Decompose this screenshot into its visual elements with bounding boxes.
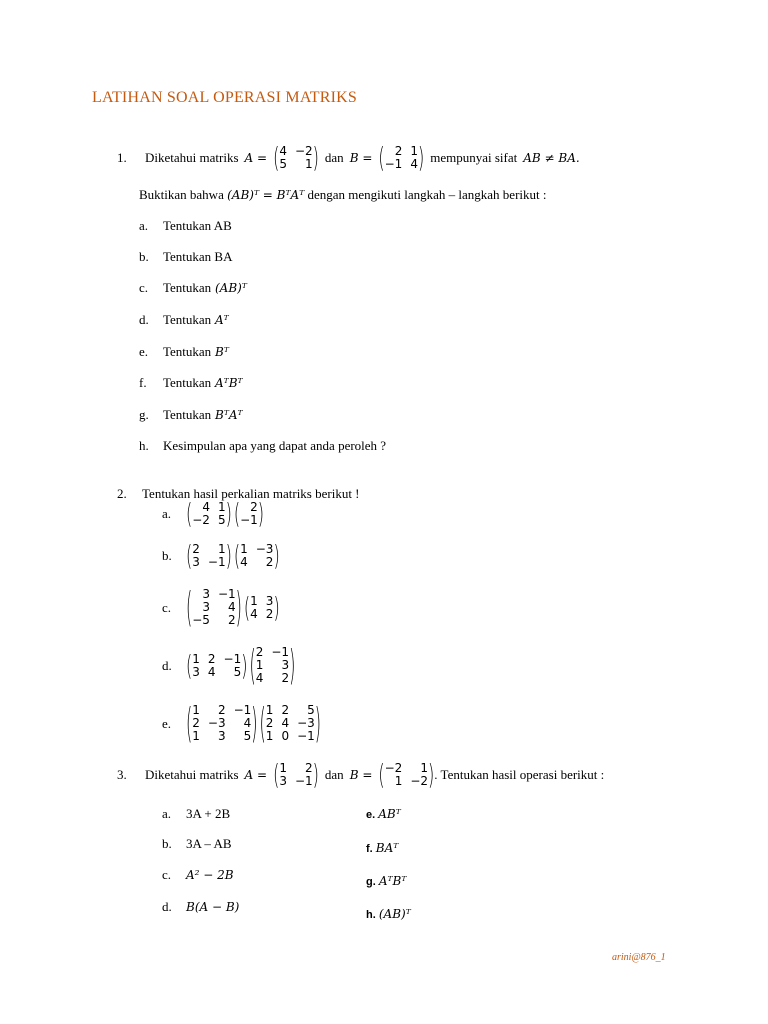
q3-item-right bbox=[366, 840, 398, 856]
matrix-entry: 1 bbox=[394, 774, 403, 788]
right-paren: ) bbox=[428, 757, 435, 791]
matrix-entries bbox=[192, 704, 251, 743]
left-paren: ( bbox=[273, 140, 280, 174]
matrix-entries bbox=[192, 501, 225, 527]
item-text: 3A + 2B bbox=[186, 806, 231, 821]
item-math: Aᵀ bbox=[211, 313, 229, 327]
matrix-entry: 1 bbox=[192, 729, 200, 743]
matrix-entry: 1 bbox=[305, 157, 313, 171]
matrix-entry: 3 bbox=[202, 600, 210, 614]
item-letter: e. bbox=[139, 344, 149, 359]
left-paren: ( bbox=[378, 140, 385, 174]
matrix-entries bbox=[279, 145, 312, 171]
matrix-entries bbox=[240, 543, 273, 569]
matrix-entries bbox=[385, 762, 428, 788]
matrix-entry: −3 bbox=[207, 716, 226, 730]
left-paren: ( bbox=[186, 581, 193, 631]
item-text: Kesimpulan apa yang dapat anda peroleh ? bbox=[163, 438, 387, 453]
q2-item bbox=[162, 538, 280, 572]
matrix-entry: −3 bbox=[297, 716, 315, 730]
q3-item-right bbox=[366, 806, 401, 822]
item-letter: a. bbox=[139, 218, 149, 233]
matrix-entry: 4 bbox=[228, 600, 236, 614]
q2-item bbox=[162, 496, 265, 530]
matrix-entry: 2 bbox=[255, 645, 264, 659]
q1-a-label: A = bbox=[244, 151, 268, 165]
matrix-entry: 2 bbox=[250, 500, 258, 514]
matrix-entry: 2 bbox=[394, 144, 403, 158]
q1-intro: Diketahui matriks bbox=[145, 150, 239, 165]
matrix-entry: 0 bbox=[281, 729, 290, 743]
matrix-entries bbox=[279, 762, 312, 788]
q1-matrix-a bbox=[273, 140, 319, 174]
right-paren: ) bbox=[314, 697, 322, 747]
item-letter: h. bbox=[366, 909, 379, 921]
q3-tail: . Tentukan hasil operasi berikut : bbox=[434, 767, 605, 782]
item-text: Tentukan BA bbox=[163, 249, 233, 264]
left-paren: ( bbox=[186, 496, 193, 530]
matrix-entry: 1 bbox=[217, 542, 226, 556]
matrix-entries bbox=[385, 145, 418, 171]
item-letter: g. bbox=[366, 876, 379, 888]
matrix-entry: −5 bbox=[192, 613, 210, 627]
matrix-entry: 5 bbox=[307, 703, 315, 717]
matrix-entry: 1 bbox=[255, 658, 264, 672]
matrix-entry: 4 bbox=[202, 500, 210, 514]
right-paren: ) bbox=[251, 697, 258, 747]
item-letter: g. bbox=[139, 407, 149, 422]
matrix-entry: 2 bbox=[265, 716, 274, 730]
item-math: AᵀBᵀ bbox=[211, 376, 243, 390]
matrix-entry: −1 bbox=[294, 774, 313, 788]
matrix-entry: 2 bbox=[217, 703, 226, 717]
q2-item bbox=[162, 639, 296, 689]
matrix-entry: 1 bbox=[240, 542, 248, 556]
right-paren: ) bbox=[257, 496, 265, 530]
item-text: (AB)ᵀ bbox=[378, 907, 411, 921]
matrix-entry: −1 bbox=[223, 651, 242, 666]
item-text: BAᵀ bbox=[375, 841, 399, 855]
matrix-entry: −1 bbox=[240, 513, 258, 527]
item-math: BᵀAᵀ bbox=[211, 408, 243, 422]
matrix-entry: 5 bbox=[233, 664, 242, 679]
q1-matrix-b bbox=[378, 140, 425, 174]
matrix-entry: 3 bbox=[192, 664, 200, 679]
q3-item-left bbox=[162, 836, 232, 852]
matrix-entries bbox=[192, 653, 241, 679]
matrix-entry: 1 bbox=[192, 703, 200, 717]
q1-item bbox=[139, 249, 233, 265]
left-paren: ( bbox=[186, 538, 193, 572]
matrix-entry: 3 bbox=[217, 729, 226, 743]
q1-item bbox=[139, 407, 243, 423]
item-letter: h. bbox=[139, 438, 149, 453]
matrix-entry: 1 bbox=[420, 761, 429, 775]
matrix-entry: 3 bbox=[279, 774, 287, 788]
q1-tail: mempunyai sifat bbox=[430, 150, 518, 165]
item-letter: b. bbox=[162, 548, 172, 563]
item-letter: c. bbox=[162, 867, 172, 882]
q3-matrix-a bbox=[273, 757, 319, 791]
q1-property: AB ≠ BA. bbox=[523, 151, 580, 165]
matrix-entry: 4 bbox=[207, 664, 216, 679]
left-paren: ( bbox=[243, 590, 251, 624]
item-letter: f. bbox=[366, 843, 376, 855]
item-text: Tentukan bbox=[163, 312, 212, 327]
q1-number: 1. bbox=[117, 150, 127, 165]
q1-prove-pre: Buktikan bahwa bbox=[139, 187, 224, 202]
matrix-entry: 2 bbox=[192, 716, 200, 730]
matrix-entry: −1 bbox=[217, 587, 236, 601]
matrix-entry: 2 bbox=[265, 555, 274, 569]
left-paren: ( bbox=[186, 697, 193, 747]
item-letter: e. bbox=[162, 715, 172, 731]
q2-number: 2. bbox=[117, 486, 127, 501]
item-letter: b. bbox=[162, 836, 172, 851]
item-letter: a. bbox=[162, 506, 172, 521]
right-paren: ) bbox=[241, 648, 248, 682]
matrix-entries bbox=[256, 646, 289, 685]
right-paren: ) bbox=[417, 140, 425, 174]
left-paren: ( bbox=[249, 639, 256, 689]
item-math: (AB)ᵀ bbox=[211, 281, 247, 295]
q1-item bbox=[139, 438, 386, 454]
left-paren: ( bbox=[186, 648, 193, 682]
matrix-entry: 1 bbox=[192, 651, 200, 666]
matrix-left bbox=[186, 648, 248, 682]
left-paren: ( bbox=[259, 697, 266, 747]
item-text: AᵀBᵀ bbox=[378, 874, 407, 888]
matrix-entry: 5 bbox=[243, 729, 252, 743]
matrix-entry: 4 bbox=[243, 716, 252, 730]
item-math: Bᵀ bbox=[211, 345, 229, 359]
q3-number: 3. bbox=[117, 767, 127, 782]
item-letter: f. bbox=[139, 375, 147, 390]
right-paren: ) bbox=[273, 590, 280, 624]
matrix-right bbox=[233, 538, 280, 572]
matrix-entry: −1 bbox=[297, 729, 315, 743]
matrix-entry: 1 bbox=[217, 500, 226, 514]
footer-signature: arini@876_1 bbox=[612, 952, 666, 963]
q1-b-label: B = bbox=[349, 151, 373, 165]
q1-item bbox=[139, 344, 229, 360]
matrix-right bbox=[249, 639, 296, 689]
matrix-entry: 2 bbox=[281, 703, 290, 717]
item-text: ABᵀ bbox=[378, 807, 401, 821]
q1-item bbox=[139, 375, 243, 391]
matrix-entry: 4 bbox=[279, 144, 287, 158]
matrix-entries bbox=[266, 704, 315, 743]
q3-item-left bbox=[162, 867, 234, 883]
q1-prove-post: dengan mengikuti langkah – langkah berikut : bbox=[307, 187, 547, 202]
matrix-entry: 4 bbox=[281, 716, 290, 730]
matrix-entry: 4 bbox=[255, 671, 264, 685]
matrix-left bbox=[186, 496, 232, 530]
q3-a-label: A = bbox=[244, 768, 268, 782]
matrix-entry: 2 bbox=[305, 761, 313, 775]
matrix-entry: 2 bbox=[265, 606, 274, 621]
matrix-entry: 4 bbox=[250, 606, 258, 621]
matrix-entry: 3 bbox=[202, 587, 210, 601]
matrix-entry: 1 bbox=[410, 144, 418, 158]
item-text: Tentukan bbox=[163, 375, 212, 390]
matrix-entry: 2 bbox=[207, 651, 216, 666]
matrix-entry: −1 bbox=[384, 157, 403, 171]
matrix-entry: −1 bbox=[207, 555, 226, 569]
matrix-entry: 2 bbox=[192, 542, 200, 556]
item-letter: a. bbox=[162, 806, 172, 821]
q3-dan: dan bbox=[324, 767, 344, 782]
matrix-entry: −2 bbox=[294, 144, 313, 158]
item-text: A² − 2B bbox=[186, 868, 234, 882]
item-letter: d. bbox=[162, 899, 172, 914]
matrix-left bbox=[186, 697, 258, 747]
matrix-entry: −1 bbox=[271, 645, 290, 659]
q2-item bbox=[162, 581, 280, 631]
matrix-entry: −2 bbox=[192, 513, 210, 527]
left-paren: ( bbox=[378, 757, 385, 791]
q3-matrix-b bbox=[378, 757, 435, 791]
q1-prove-eq: (AB)ᵀ = BᵀAᵀ bbox=[227, 188, 305, 202]
matrix-entry: 5 bbox=[217, 513, 226, 527]
matrix-entry: −1 bbox=[233, 703, 252, 717]
matrix-entry: 4 bbox=[240, 555, 248, 569]
page-title: LATIHAN SOAL OPERASI MATRIKS bbox=[92, 89, 358, 106]
q3-statement bbox=[117, 757, 605, 791]
item-letter: d. bbox=[162, 657, 172, 673]
q3-item-right bbox=[366, 873, 406, 889]
right-paren: ) bbox=[225, 496, 232, 530]
matrix-entry: 3 bbox=[192, 555, 200, 569]
right-paren: ) bbox=[289, 639, 296, 689]
matrix-entry: 1 bbox=[265, 703, 274, 717]
q1-statement bbox=[117, 140, 580, 174]
q2-text: Tentukan hasil perkalian matriks berikut ! bbox=[142, 486, 360, 501]
q1-item bbox=[139, 218, 232, 234]
matrix-entry: 1 bbox=[279, 761, 287, 775]
item-letter: b. bbox=[139, 249, 149, 264]
right-paren: ) bbox=[273, 538, 280, 572]
q3-item-left bbox=[162, 806, 230, 822]
item-text: Tentukan bbox=[163, 407, 212, 422]
right-paren: ) bbox=[312, 757, 319, 791]
matrix-right bbox=[259, 697, 322, 747]
right-paren: ) bbox=[312, 140, 319, 174]
item-letter: d. bbox=[139, 312, 149, 327]
matrix-entry: 3 bbox=[265, 593, 274, 608]
q1-item bbox=[139, 312, 229, 328]
q3-intro: Diketahui matriks bbox=[145, 767, 239, 782]
matrix-entry: −2 bbox=[384, 761, 403, 775]
item-text: 3A – AB bbox=[186, 836, 232, 851]
q3-b-label: B = bbox=[349, 768, 373, 782]
matrix-entries bbox=[240, 501, 258, 527]
q3-item-right bbox=[366, 906, 411, 922]
matrix-entry: 1 bbox=[265, 729, 274, 743]
item-text: Tentukan bbox=[163, 280, 212, 295]
matrix-entry: 2 bbox=[281, 671, 290, 685]
matrix-entries bbox=[192, 588, 235, 627]
matrix-entries bbox=[250, 595, 273, 621]
matrix-entry: 2 bbox=[228, 613, 236, 627]
matrix-right bbox=[243, 590, 280, 624]
left-paren: ( bbox=[233, 496, 241, 530]
item-letter: c. bbox=[162, 599, 172, 615]
matrix-entry: −3 bbox=[255, 542, 274, 556]
item-letter: c. bbox=[139, 280, 149, 295]
matrix-entry: 5 bbox=[279, 157, 287, 171]
matrix-entry: −2 bbox=[410, 774, 429, 788]
matrix-left bbox=[186, 538, 232, 572]
matrix-entry: 3 bbox=[281, 658, 290, 672]
right-paren: ) bbox=[225, 538, 232, 572]
q2-item bbox=[162, 697, 322, 747]
matrix-entry: 4 bbox=[410, 157, 418, 171]
item-letter: e. bbox=[366, 809, 379, 821]
q1-item bbox=[139, 280, 247, 296]
matrix-left bbox=[186, 581, 242, 631]
matrix-entries bbox=[192, 543, 225, 569]
left-paren: ( bbox=[233, 538, 241, 572]
q1-prove bbox=[139, 187, 546, 203]
item-text: Tentukan bbox=[163, 344, 212, 359]
q1-dan: dan bbox=[324, 150, 344, 165]
matrix-entry: 1 bbox=[250, 593, 258, 608]
item-text: Tentukan AB bbox=[163, 218, 232, 233]
item-text: B(A − B) bbox=[186, 900, 240, 914]
right-paren: ) bbox=[235, 581, 242, 631]
q3-item-left bbox=[162, 899, 239, 915]
matrix-right bbox=[233, 496, 265, 530]
left-paren: ( bbox=[273, 757, 280, 791]
